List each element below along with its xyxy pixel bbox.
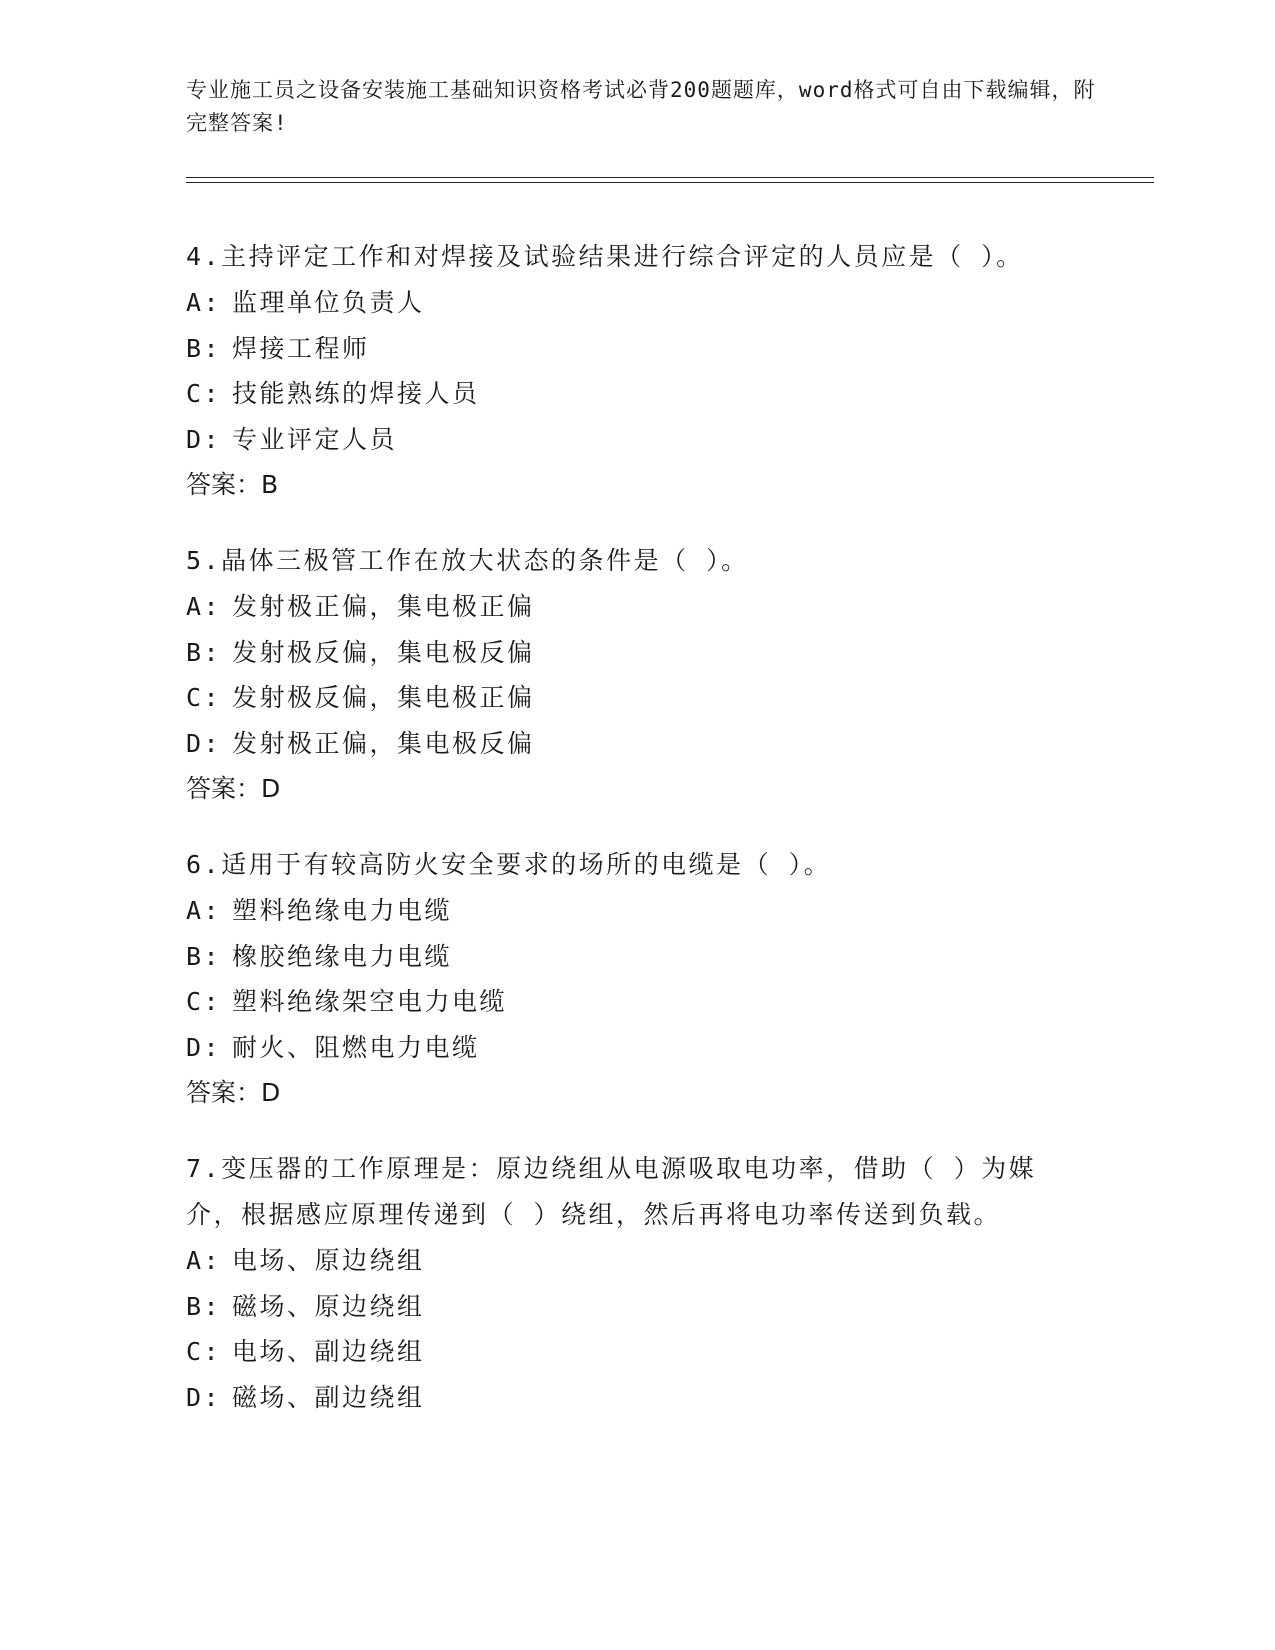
option-letter: C: <box>186 379 222 408</box>
option-letter: D: <box>186 728 222 758</box>
option-letter: A: <box>186 1246 222 1275</box>
option-text: 塑料绝缘架空电力电缆 <box>232 987 508 1016</box>
option-letter: D: <box>186 424 222 454</box>
option-b <box>186 630 1086 676</box>
question-7 <box>186 1146 1086 1420</box>
question-list <box>186 234 1086 1451</box>
option-letter: B: <box>186 1291 222 1321</box>
option-text: 发射极反偏，集电极正偏 <box>232 683 535 712</box>
question-stem: 6.适用于有较高防火安全要求的场所的电缆是（ ）。 <box>186 850 832 879</box>
option-letter: B: <box>186 941 222 971</box>
option-text: 专业评定人员 <box>232 424 398 454</box>
option-text: 监理单位负责人 <box>232 288 425 317</box>
option-a <box>186 584 1086 630</box>
option-a <box>186 280 1086 326</box>
option-text: 发射极反偏，集电极反偏 <box>232 637 535 667</box>
header-divider-bottom <box>186 182 1154 183</box>
header-divider-top <box>186 177 1154 178</box>
option-text: 发射极正偏，集电极正偏 <box>232 592 535 621</box>
question-stem: 5.晶体三极管工作在放大状态的条件是（ ）。 <box>186 546 749 575</box>
option-letter: A: <box>186 592 222 621</box>
option-c <box>186 979 1086 1025</box>
option-d <box>186 1375 1086 1421</box>
option-text: 磁场、原边绕组 <box>232 1291 425 1321</box>
option-c <box>186 371 1086 417</box>
question-6 <box>186 842 1086 1115</box>
option-letter: A: <box>186 288 222 317</box>
option-text: 焊接工程师 <box>232 333 370 363</box>
document-header: 专业施工员之设备安装施工基础知识资格考试必背200题题库，word格式可自由下载编辑，附完整答案! <box>186 78 1096 135</box>
question-5 <box>186 538 1086 811</box>
option-d <box>186 721 1086 767</box>
option-a <box>186 888 1086 934</box>
option-letter: C: <box>186 1337 222 1366</box>
option-text: 磁场、副边绕组 <box>232 1382 425 1412</box>
option-b <box>186 326 1086 372</box>
option-d <box>186 417 1086 463</box>
option-d <box>186 1025 1086 1071</box>
option-text: 电场、副边绕组 <box>232 1337 425 1366</box>
option-b <box>186 934 1086 980</box>
option-letter: D: <box>186 1032 222 1062</box>
option-letter: A: <box>186 896 222 925</box>
option-letter: C: <box>186 987 222 1016</box>
option-b <box>186 1284 1086 1330</box>
answer-line: 答案：D <box>186 774 281 803</box>
option-letter: B: <box>186 637 222 667</box>
answer-line: 答案：D <box>186 1078 281 1107</box>
option-a <box>186 1238 1086 1284</box>
option-text: 塑料绝缘电力电缆 <box>232 896 453 925</box>
option-letter: B: <box>186 333 222 363</box>
question-stem: 7.变压器的工作原理是：原边绕组从电源吸取电功率，借助（ ）为媒介，根据感应原理传递到（ ）绕组，然后再将电功率传送到负载。 <box>186 1154 1037 1229</box>
option-c <box>186 675 1086 721</box>
option-text: 电场、原边绕组 <box>232 1246 425 1275</box>
option-text: 发射极正偏，集电极反偏 <box>232 728 535 758</box>
option-text: 技能熟练的焊接人员 <box>232 379 480 408</box>
option-text: 橡胶绝缘电力电缆 <box>232 941 453 971</box>
option-text: 耐火、阻燃电力电缆 <box>232 1032 480 1062</box>
option-letter: D: <box>186 1382 222 1412</box>
question-4 <box>186 234 1086 507</box>
option-letter: C: <box>186 683 222 712</box>
option-c <box>186 1329 1086 1375</box>
question-stem: 4.主持评定工作和对焊接及试验结果进行综合评定的人员应是（ ）。 <box>186 242 1024 271</box>
answer-line: 答案：B <box>186 470 279 499</box>
